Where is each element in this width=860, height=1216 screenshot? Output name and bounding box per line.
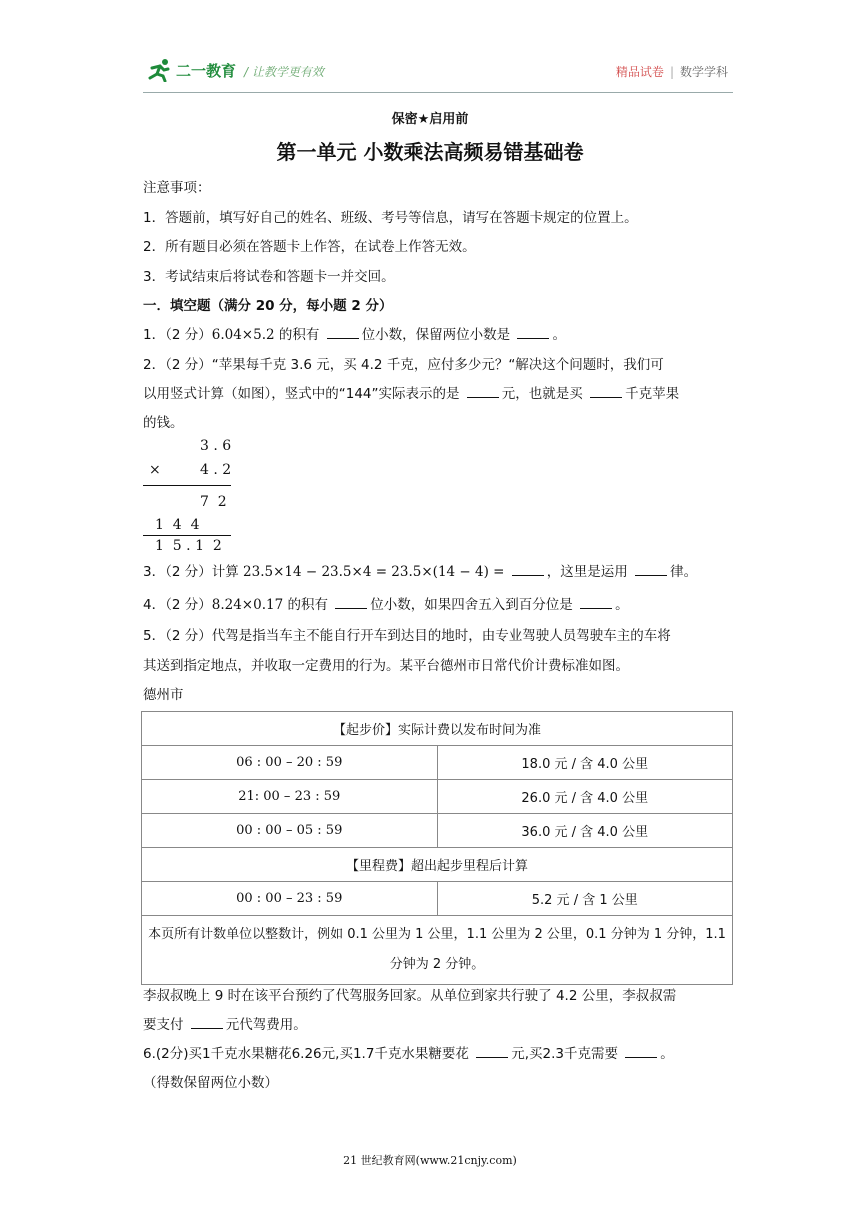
q1-blank-2[interactable] <box>517 324 549 339</box>
q1-blank-1[interactable] <box>327 324 359 339</box>
start-price-header: 【起步价】实际计费以发布时间为准 <box>142 712 733 746</box>
calc-rule-2 <box>143 535 231 536</box>
q4-text-b: 位小数，如果四舍五入到百分位是 <box>370 597 578 613</box>
question-2-line-3: 的钱。 <box>143 415 184 431</box>
header-tags <box>616 63 728 80</box>
q1-text-a: 的积有 <box>274 327 324 343</box>
notes-heading: 注意事项： <box>143 180 211 196</box>
table-note: 本页所有计数单位以整数计，例如 0.1 公里为 1 公里，1.1 公里为 2 公里，0.1 分钟为 1 分钟，1.1 分钟为 2 分钟。 <box>142 916 733 985</box>
q1-expression: 6.04×5.2 <box>211 327 275 343</box>
q2-text-b: 元，也就是买 <box>501 386 588 402</box>
q4-text-c: 。 <box>615 597 629 613</box>
price-cell: 5.2 元 / 含 1 公里 <box>437 882 733 916</box>
table-row <box>142 712 733 746</box>
page-title: 第一单元 小数乘法高频易错基础卷 <box>276 140 584 164</box>
question-5-after-line-2 <box>143 1010 738 1040</box>
q2-text-c: 千克苹果 <box>625 386 680 402</box>
q5-blank-1[interactable] <box>191 1014 223 1029</box>
q6-blank-2[interactable] <box>625 1043 657 1058</box>
calc-rule-1 <box>143 485 231 486</box>
note-item-1: 1．答题前，填写好自己的姓名、班级、考号等信息，请写在答题卡规定的位置上。 <box>143 210 638 226</box>
q3-text-b: 律。 <box>670 564 698 580</box>
header-divider <box>143 92 733 93</box>
q2-blank-2[interactable] <box>590 383 622 398</box>
q6-text-a: 6.(2分)买1千克水果糖花6.26元,买1.7千克水果糖要花 <box>143 1046 474 1062</box>
q4-blank-2[interactable] <box>580 594 612 609</box>
question-4 <box>143 590 738 620</box>
time-cell: 00 : 00 – 05 : 59 <box>142 814 438 848</box>
q2-blank-1[interactable] <box>467 383 499 398</box>
table-row <box>142 814 733 848</box>
calc-operator: × <box>149 462 161 478</box>
question-5-line-1: 5．（2 分）代驾是指当车主不能自行开车到达目的地时，由专业驾驶人员驾驶车主的车将 <box>143 628 671 644</box>
table-row <box>142 882 733 916</box>
logo-text: 二一教育 <box>176 62 237 80</box>
calc-row-3: 7 2 <box>200 494 227 510</box>
runner-logo-icon <box>146 58 172 82</box>
question-2-line-2 <box>143 379 738 409</box>
mileage-header: 【里程费】超出起步里程后计算 <box>142 848 733 882</box>
q1-text-c: 。 <box>552 327 566 343</box>
calc-row-4: 1 4 4 <box>155 517 200 533</box>
city-label: 德州市 <box>143 687 184 703</box>
price-cell: 26.0 元 / 含 4.0 公里 <box>437 780 733 814</box>
calc-row-5: 1 5 . 1 2 <box>155 538 222 554</box>
vertical-calculation <box>143 438 243 558</box>
q1-text-b: 位小数，保留两位小数是 <box>361 327 515 343</box>
question-3 <box>143 557 738 587</box>
brand-logo <box>146 56 346 86</box>
logo-slogan: / 让教学更有效 <box>244 65 324 79</box>
fee-table <box>141 711 733 985</box>
page-footer: 21 世纪教育网(www.21cnjy.com) <box>343 1154 517 1167</box>
tag-premium: 精品试卷 <box>615 65 664 79</box>
question-1 <box>143 320 738 350</box>
q4-text-a: 的积有 <box>283 597 333 613</box>
table-row <box>142 746 733 780</box>
question-6-line-1 <box>143 1039 743 1069</box>
table-row <box>142 780 733 814</box>
q3-prefix: 3．（2 分）计算 <box>143 564 244 580</box>
secret-label: 保密★启用前 <box>391 112 469 127</box>
time-cell: 06 : 00 – 20 : 59 <box>142 746 438 780</box>
table-row <box>142 848 733 882</box>
calc-row-2: 4 . 2 <box>200 462 232 478</box>
table-row <box>142 916 733 985</box>
q2-text-a: 以用竖式计算（如图），竖式中的“144”实际表示的是 <box>143 386 464 402</box>
q4-expression: 8.24×0.17 <box>211 597 284 613</box>
question-5-after-line-1: 李叔叔晚上 9 时在该平台预约了代驾服务回家。从单位到家共行驶了 4.2 公里，李叔叔需 <box>143 988 677 1004</box>
q1-prefix: 1．（2 分） <box>143 327 212 343</box>
note-item-3: 3．考试结束后将试卷和答题卡一并交回。 <box>143 269 395 285</box>
section-heading: 一．填空题（满分 20 分，每小题 2 分） <box>143 298 393 314</box>
tag-subject: 数学学科 <box>679 65 728 79</box>
time-cell: 21: 00 – 23 : 59 <box>142 780 438 814</box>
note-item-2: 2．所有题目必须在答题卡上作答，在试卷上作答无效。 <box>143 239 476 255</box>
time-cell: 00 : 00 – 23 : 59 <box>142 882 438 916</box>
q6-blank-1[interactable] <box>476 1043 508 1058</box>
question-6-line-2: （得数保留两位小数） <box>143 1075 278 1091</box>
calc-row-1: 3 . 6 <box>200 438 232 454</box>
q3-expression: 23.5×14 − 23.5×4 = 23.5×(14 − 4) = <box>243 564 509 580</box>
q4-prefix: 4．（2 分） <box>143 597 212 613</box>
question-2-line-1: 2．（2 分）“苹果每千克 3.6 元，买 4.2 千克，应付多少元？“解决这个问题时，我们可 <box>143 357 664 373</box>
price-cell: 18.0 元 / 含 4.0 公里 <box>437 746 733 780</box>
q6-text-c: 。 <box>660 1046 674 1062</box>
q3-blank-1[interactable] <box>512 561 544 576</box>
tag-separator: | <box>669 65 674 79</box>
q5-text-b: 元代驾费用。 <box>225 1017 307 1033</box>
question-5-line-2: 其送到指定地点，并收取一定费用的行为。某平台德州市日常代价计费标准如图。 <box>143 658 629 674</box>
q6-text-b: 元,买2.3千克需要 <box>511 1046 623 1062</box>
price-cell: 36.0 元 / 含 4.0 公里 <box>437 814 733 848</box>
q5-text-a: 要支付 <box>143 1017 188 1033</box>
q3-blank-2[interactable] <box>635 561 667 576</box>
q3-text-a: ，这里是运用 <box>546 564 633 580</box>
q4-blank-1[interactable] <box>335 594 367 609</box>
